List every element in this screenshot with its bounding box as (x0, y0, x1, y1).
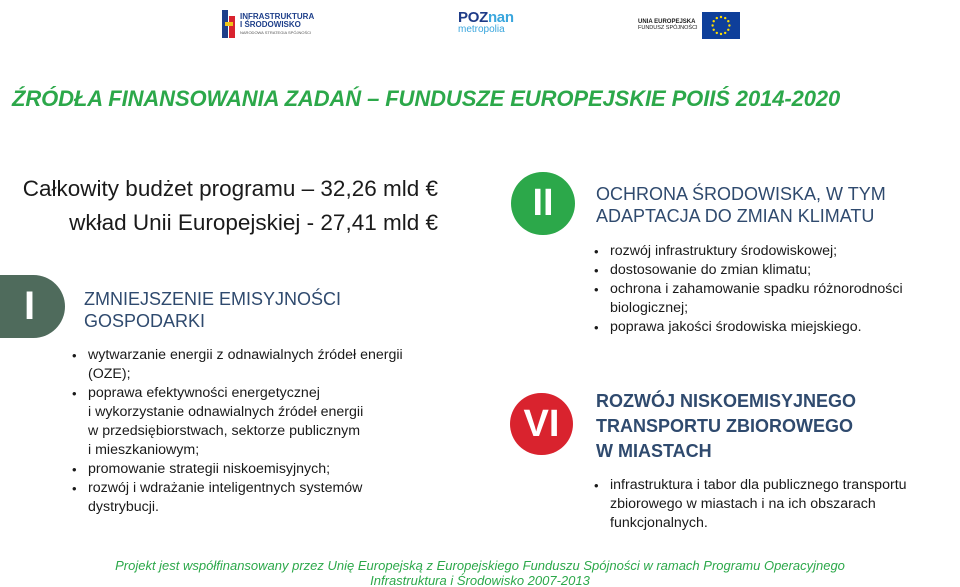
page-title: ŹRÓDŁA FINANSOWANIA ZADAŃ – FUNDUSZE EUROPEJSKIE POIIŚ 2014-2020 (12, 86, 841, 111)
list-item-line: i mieszkaniowym; (88, 442, 200, 458)
infrastruktura-flag-icon (222, 10, 236, 38)
budget-eu-contribution: wkład Unii Europejskiej - 27,41 mld € (69, 210, 438, 235)
infrastruktura-logo (222, 8, 332, 40)
list-item-line: • poprawa jakości środowiska miejskiego. (610, 319, 862, 335)
list-item (592, 280, 960, 318)
section-VI-heading-line1: ROZWÓJ NISKOEMISYJNEGO (596, 391, 857, 411)
list-item-line: • ochrona i zahamowanie spadku różnorodności (610, 281, 903, 297)
eu-flag-icon (702, 12, 740, 39)
list-item (592, 242, 960, 261)
list-item (70, 384, 490, 460)
poznan-logo-part2: nan (487, 9, 514, 26)
priority-badge-I: I (0, 275, 65, 338)
list-item-line: • dostosowanie do zmian klimatu; (610, 262, 812, 278)
eu-logo-line1: UNIA EUROPEJSKA (638, 18, 696, 25)
budget-summary (0, 172, 450, 240)
list-item-line: • wytwarzanie energii z odnawialnych źródeł energii (88, 347, 403, 363)
section-II-heading (596, 183, 886, 227)
footer (0, 558, 960, 587)
infrastruktura-logo-line1: INFRASTRUKTURA (240, 12, 315, 21)
section-II-heading-line2: ADAPTACJA DO ZMIAN KLIMATU (596, 206, 875, 226)
list-item-line: • promowanie strategii niskoemisyjnych; (88, 461, 331, 477)
list-item (592, 261, 960, 280)
section-VI-list (592, 476, 960, 533)
section-VI-heading-line3: W MIASTACH (596, 441, 712, 461)
list-item-line: (OZE); (88, 366, 131, 382)
priority-badge-II: II (511, 172, 575, 235)
infrastruktura-logo-line3: NARODOWA STRATEGIA SPÓJNOŚCI (240, 30, 312, 35)
list-item-line: biologicznej; (610, 300, 689, 316)
poznan-logo-part1: POZ (458, 9, 488, 26)
list-item-line: i wykorzystanie odnawialnych źródeł energii (88, 404, 364, 420)
footer-line2: Infrastruktura i Środowisko 2007-2013 (370, 573, 590, 587)
section-I-heading-line1: ZMNIEJSZENIE EMISYJNOŚCI (84, 289, 342, 309)
infrastruktura-logo-line2: I ŚRODOWISKO (240, 20, 301, 29)
eu-logo-line2: FUNDUSZ SPÓJNOŚCI (638, 25, 698, 32)
list-item (70, 479, 490, 517)
list-item-line: zbiorowego w miastach i na ich obszarach (610, 496, 876, 512)
list-item-line: funkcjonalnych. (610, 515, 708, 531)
list-item-line: • poprawa efektywności energetycznej (88, 385, 320, 401)
list-item (592, 318, 960, 337)
section-I-list (70, 346, 490, 517)
list-item (70, 460, 490, 479)
list-item-line: • infrastruktura i tabor dla publicznego transportu (610, 477, 907, 493)
list-item-line: • rozwój infrastruktury środowiskowej; (610, 243, 838, 259)
list-item (70, 346, 490, 384)
budget-total: Całkowity budżet programu – 32,26 mld € (22, 176, 438, 201)
priority-badge-VI: VI (510, 393, 573, 455)
list-item-line: dystrybucji. (88, 499, 159, 515)
poznan-logo-line2: metropolia (458, 24, 505, 35)
section-VI-heading-line2: TRANSPORTU ZBIOROWEGO (596, 416, 853, 436)
list-item-line: w przedsiębiorstwach, sektorze publicznym (88, 423, 361, 439)
eu-logo (638, 10, 742, 40)
section-II-heading-line1: OCHRONA ŚRODOWISKA, W TYM (596, 184, 886, 204)
list-item-line: • rozwój i wdrażanie inteligentnych systemów (88, 480, 363, 496)
section-VI-heading (596, 389, 856, 464)
section-I-heading-line2: GOSPODARKI (84, 311, 206, 331)
section-I-heading (84, 288, 341, 332)
poznan-metropolia-logo (458, 10, 528, 40)
section-II-list (592, 242, 960, 337)
footer-line1: Projekt jest współfinansowany przez Unię Europejską z Europejskiego Funduszu Spójności w ramach Programu Operacyjnego (115, 558, 845, 573)
list-item (592, 476, 960, 533)
